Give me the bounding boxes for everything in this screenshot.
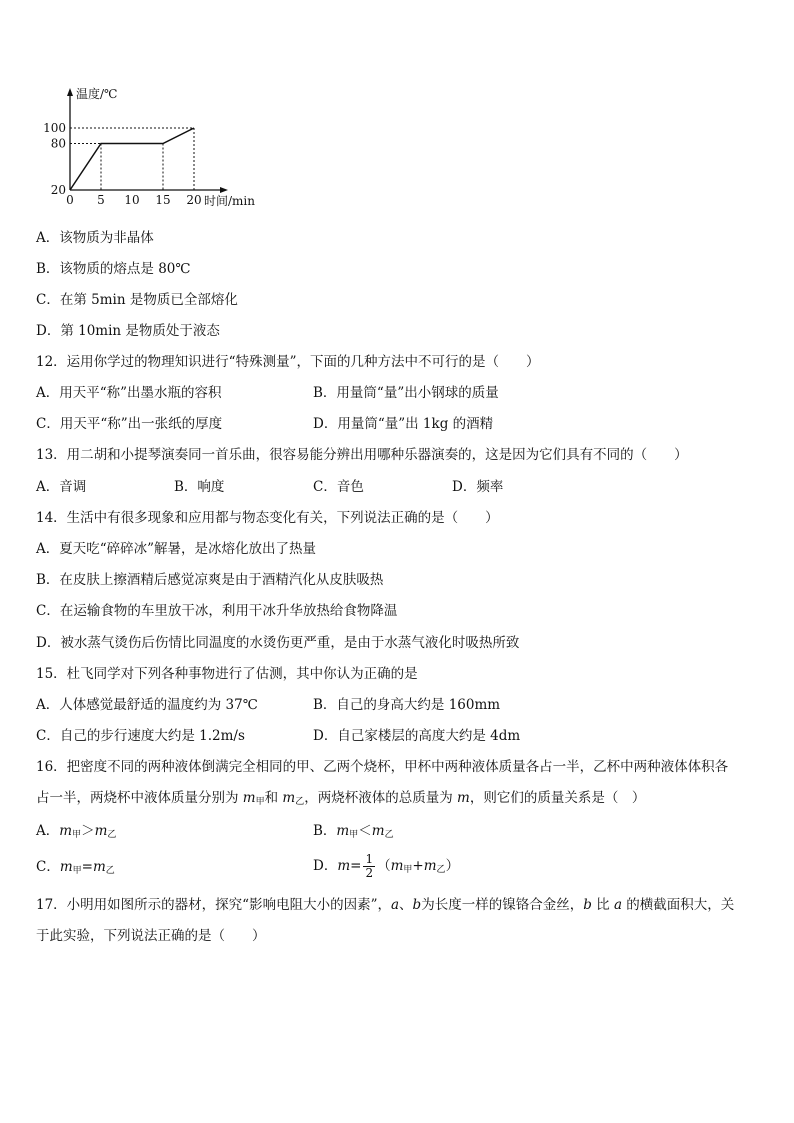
q16-paren-open: （	[377, 858, 391, 874]
q11-option-a: A．该物质为非晶体	[36, 230, 154, 246]
q16-m: m	[423, 858, 437, 874]
x-tick-label-0: 0	[66, 193, 74, 207]
q16-option-a	[36, 822, 116, 844]
q16-sub-yi: 乙	[105, 866, 115, 876]
q15-stem: 15．杜飞同学对下列各种事物进行了估测，其中你认为正确的是	[36, 666, 418, 682]
q16-fraction	[363, 853, 375, 880]
q14-stem: 14．生活中有很多现象和应用都与物态变化有关，下列说法正确的是（ ）	[36, 510, 499, 526]
x-tick-label-5: 5	[97, 193, 105, 207]
q13-stem: 13．用二胡和小提琴演奏同一首乐曲，很容易能分辨出用哪种乐器演奏的，这是因为它们具有不同的（ ）	[36, 447, 688, 463]
q16-d-eq: =	[350, 858, 362, 874]
q16-stem-line2	[36, 789, 645, 811]
q16-m: m	[336, 823, 350, 839]
q11-option-c: C．在第 5min 是物质已全部熔化	[36, 292, 238, 308]
chart-series-line	[70, 128, 194, 190]
q16-m: m	[390, 858, 404, 874]
q16-m: m	[59, 823, 73, 839]
q15-option-d: D．自己家楼层的高度大约是 4dm	[313, 728, 521, 744]
q17-text-1: 17．小明用如图所示的器材，探究“影响电阻大小的因素”，	[36, 897, 391, 913]
q16-m: m	[457, 790, 470, 806]
q14-option-d: D．被水蒸气烫伤后伤情比同温度的水烫伤更严重，是由于水蒸气液化时吸热所致	[36, 635, 520, 651]
q16-sub-yi: 乙	[107, 830, 117, 840]
q16-stem-line1: 16．把密度不同的两种液体倒满完全相同的甲、乙两个烧杯，甲杯中两种液体质量各占一半，乙杯中两种液体体积各	[36, 759, 729, 775]
q11-option-b: B．该物质的熔点是 80℃	[36, 261, 191, 277]
q16-m: m	[242, 790, 256, 806]
q16-sub-yi: 乙	[384, 830, 394, 840]
q12-option-c: C．用天平“称”出一张纸的厚度	[36, 416, 223, 432]
q16-text-1: 占一半，两烧杯中液体质量分别为	[36, 790, 243, 806]
q16-frac-den: 2	[365, 866, 374, 880]
q17-stem-line2: 于此实验，下列说法正确的是（ ）	[36, 928, 266, 944]
x-tick-label-20: 20	[186, 193, 202, 207]
q12-option-d: D．用量筒“量”出 1kg 的酒精	[313, 416, 494, 432]
q16-m: m	[371, 823, 385, 839]
q16-m: m	[94, 823, 108, 839]
q16-a-label: A．	[36, 823, 60, 839]
q16-plus: +	[412, 858, 424, 874]
q16-sub-jia: 甲	[255, 797, 265, 807]
q16-sub-jia: 甲	[403, 865, 413, 875]
q16-m: m	[337, 858, 351, 874]
temperature-time-chart	[36, 82, 276, 214]
chart-xlabel: 时间/min	[204, 194, 255, 208]
q16-sub-yi: 乙	[436, 865, 446, 875]
q17-var-b2: b	[583, 897, 592, 913]
q15-option-c: C．自己的步行速度大约是 1.2m/s	[36, 728, 245, 744]
q14-option-a: A．夏天吃“碎碎冰”解暑，是冰熔化放出了热量	[36, 541, 317, 557]
q16-option-b	[313, 822, 394, 844]
q13-option-c: C．音色	[313, 479, 364, 495]
q17-text-3: 比	[591, 897, 614, 913]
x-tick-label-10: 10	[124, 193, 140, 207]
q15-option-a: A．人体感觉最舒适的温度约为 37℃	[36, 697, 258, 713]
q12-stem: 12．运用你学过的物理知识进行“特殊测量”，下面的几种方法中不可行的是（ ）	[36, 354, 540, 370]
q13-option-d: D．频率	[452, 479, 504, 495]
q17-var-b: b	[412, 897, 422, 913]
q15-option-b: B．自己的身高大约是 160mm	[313, 697, 501, 713]
q16-c-label: C．	[36, 859, 60, 875]
q13-option-b: B．响度	[174, 479, 225, 495]
y-axis-arrow	[67, 88, 73, 96]
q16-frac-num: 1	[365, 852, 374, 866]
q16-text-4: ，则它们的质量关系是（ ）	[469, 790, 646, 806]
q16-b-label: B．	[313, 823, 337, 839]
q14-option-b: B．在皮肤上擦酒精后感觉凉爽是由于酒精汽化从皮肤吸热	[36, 572, 384, 588]
q17-text-2: 为长度一样的镍铬合金丝，	[421, 897, 584, 913]
chart-axes	[67, 88, 228, 193]
y-tick-label-80: 80	[50, 136, 66, 151]
q16-option-d	[313, 848, 459, 888]
q17-stem-line1	[36, 896, 734, 914]
q16-sub-yi: 乙	[295, 797, 305, 807]
x-axis-arrow	[220, 187, 228, 193]
y-tick-label-20: 20	[50, 183, 66, 197]
q17-var-a: a	[390, 897, 400, 913]
q16-sub-jia: 甲	[72, 830, 82, 840]
chart-ticks	[43, 121, 202, 207]
q12-option-a: A．用天平“称”出墨水瓶的容积	[36, 385, 222, 401]
q16-text-3: ，两烧杯液体的总质量为	[304, 790, 458, 806]
q16-m: m	[59, 859, 73, 875]
chart-ylabel: 温度/℃	[76, 87, 118, 101]
q16-gt: ＞	[81, 823, 95, 839]
q17-text-4: 的横截面积大，关	[622, 897, 735, 913]
x-tick-label-15: 15	[155, 193, 171, 207]
q17-var-a2: a	[613, 897, 623, 913]
y-tick-label-100: 100	[43, 121, 66, 135]
q13-option-a: A．音调	[36, 479, 87, 495]
q16-m: m	[92, 859, 106, 875]
q16-text-2: 和	[264, 790, 283, 806]
q16-m: m	[282, 790, 296, 806]
q16-d-label: D．	[313, 858, 338, 874]
q16-eq: =	[81, 859, 93, 875]
q17-sep: 、	[399, 897, 413, 913]
q16-option-c	[36, 858, 115, 880]
q11-option-d: D．第 10min 是物质处于液态	[36, 323, 220, 339]
q14-option-c: C．在运输食物的车里放干冰，利用干冰升华放热给食物降温	[36, 603, 398, 619]
q16-sub-jia: 甲	[349, 830, 359, 840]
q16-lt: ＜	[358, 823, 372, 839]
q12-option-b: B．用量筒“量”出小钢球的质量	[313, 385, 499, 401]
q16-paren-close: ）	[445, 858, 460, 874]
q16-sub-jia: 甲	[72, 866, 82, 876]
